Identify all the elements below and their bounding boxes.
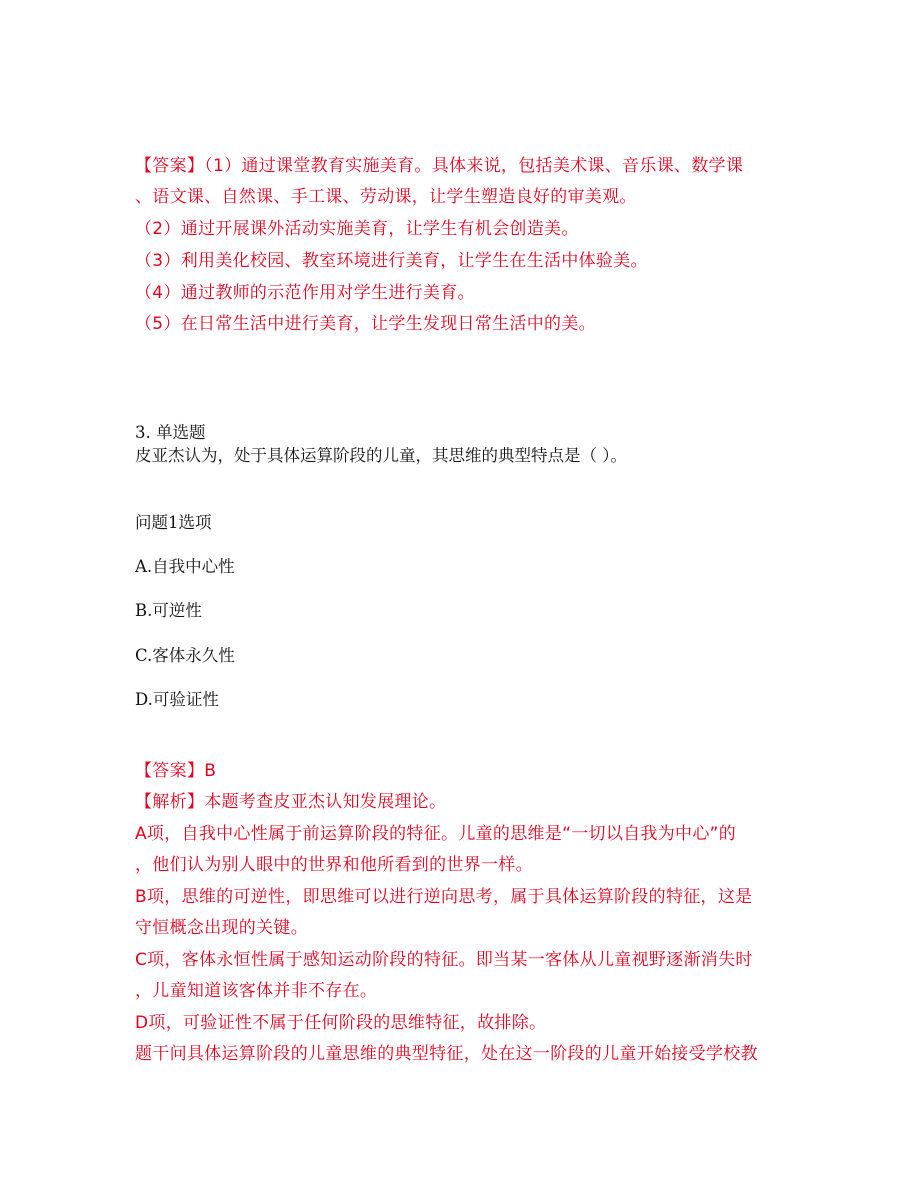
analysis-line: B项，思维的可逆性，即思维可以进行逆向思考，属于具体运算阶段的特征，这是 [135,887,753,907]
analysis-line: ，他们认为别人眼中的世界和他所看到的世界一样。 [135,855,533,875]
question-header: 3. 单选题 [135,423,206,442]
answer-line: 、语文课、自然课、手工课、劳动课，让学生塑造良好的审美观。 [135,187,637,207]
option-c: C.客体永久性 [135,646,235,665]
answer-line: （5）在日常生活中进行美育，让学生发现日常生活中的美。 [135,314,596,334]
analysis-line: A项，自我中心性属于前运算阶段的特征。儿童的思维是“一切以自我为中心”的 [135,824,737,844]
question-stem: 皮亚杰认为，处于具体运算阶段的儿童，其思维的典型特点是（ ）。 [135,446,627,465]
option-a: A.自我中心性 [135,557,235,576]
analysis-line: ，儿童知道该客体并非不存在。 [135,981,378,1001]
answer-line: （3）利用美化校园、教室环境进行美育，让学生在生活中体验美。 [135,251,648,271]
analysis-line: D项，可验证性不属于任何阶段的思维特征，故排除。 [135,1013,547,1033]
options-label: 问题1选项 [135,513,212,532]
analysis-line: 题干问具体运算阶段的儿童思维的典型特征，处在这一阶段的儿童开始接受学校教 [135,1044,758,1064]
answer-line: （4）通过教师的示范作用对学生进行美育。 [135,283,475,303]
option-b: B.可逆性 [135,601,202,620]
answer-line: 【答案】（1）通过课堂教育实施美育。具体来说，包括美术课、音乐课、数学课 [135,156,744,176]
analysis-line: 【解析】本题考查皮亚杰认知发展理论。 [135,792,447,812]
answer-line: （2）通过开展课外活动实施美育，让学生有机会创造美。 [135,219,579,239]
analysis-line: C项，客体永恒性属于感知运动阶段的特征。即当某一客体从儿童视野逐渐消失时 [135,950,753,970]
analysis-line: 守恒概念出现的关键。 [135,918,308,938]
option-d: D.可验证性 [135,690,219,709]
answer-choice: 【答案】B [135,761,217,781]
